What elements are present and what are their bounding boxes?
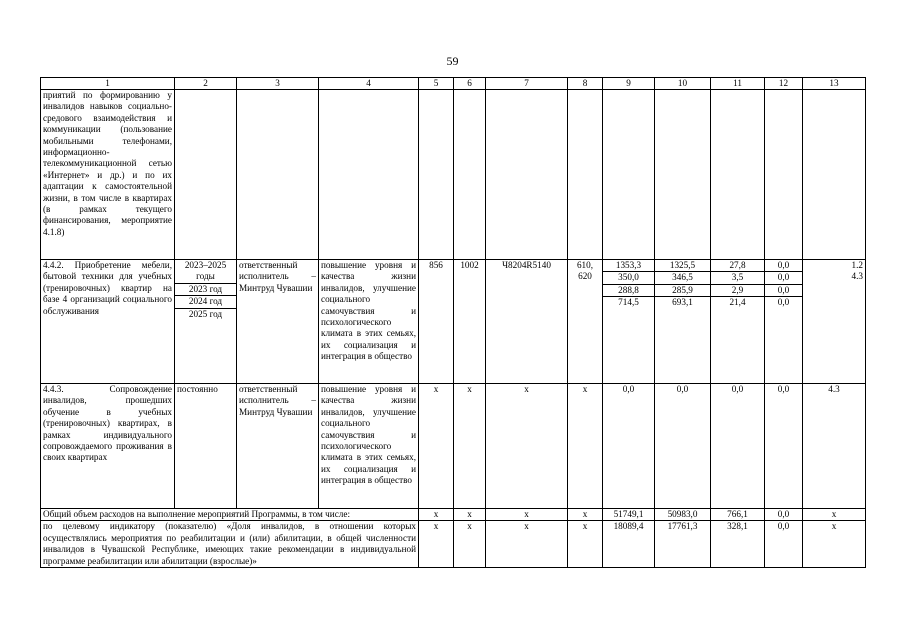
federal-amount-2025: 693,1 xyxy=(655,296,710,308)
total-amount-2025: 714,5 xyxy=(603,296,654,308)
regional-amount: 328,1 xyxy=(711,521,765,568)
period-2024: 2024 год xyxy=(175,295,236,307)
indicator-label: по целевому индикатору (показателю) «Доля инвалидов, в отношении которых осуществлялись мероприятия по реабилитации и (или) абилитации, в общей численности инвалидов в Чувашской Республике, имеющих такие рекомендации в индивидуальной программе реабилитации или абилитации (взрослые)» xyxy=(41,521,419,568)
table-row-4-4-3 xyxy=(41,384,866,509)
table-row-total xyxy=(41,509,866,521)
total-amount: 18089,4 xyxy=(603,521,655,568)
indicator-grbs: x xyxy=(419,521,454,568)
period-2023: 2023 год xyxy=(175,283,236,295)
header-col-7: 7 xyxy=(486,78,568,90)
other-amount-2025: 0,0 xyxy=(765,296,802,308)
federal-amount: 0,0 xyxy=(655,384,711,509)
indicator-ref: 4.3 xyxy=(803,384,866,509)
header-col-3: 3 xyxy=(237,78,319,90)
other-amount: 0,0 xyxy=(765,384,803,509)
indicator-section: x xyxy=(454,521,486,568)
other-amount: 0,0 xyxy=(765,509,803,521)
indicator-ref: x xyxy=(803,521,866,568)
header-col-10: 10 xyxy=(655,78,711,90)
indicator-ref-1: 1.2 xyxy=(851,260,863,270)
total-amount: 51749,1 xyxy=(603,509,655,521)
activity-name: 4.4.2. Приобретение мебели, бытовой техники для учебных (тренировочных) квартир на базе 4 организаций социального обслуживания xyxy=(41,260,175,384)
budget-code-grbs: x xyxy=(419,384,454,509)
expected-result: повышение уровня и качества жизни инвалидов, улучшение социального самочувствия и психологического климата в этих семьях, их социализация и интеграция в общество xyxy=(319,260,419,384)
header-col-6: 6 xyxy=(454,78,486,90)
header-col-2: 2 xyxy=(175,78,237,90)
budget-code-target: x xyxy=(486,384,568,509)
indicator-type: x xyxy=(568,521,603,568)
header-row xyxy=(41,78,866,90)
header-col-11: 11 xyxy=(711,78,765,90)
federal-amount: 17761,3 xyxy=(655,521,711,568)
other-amount: 0,0 xyxy=(765,521,803,568)
other-amount-2023: 0,0 xyxy=(765,271,802,283)
budget-code-section: x xyxy=(454,384,486,509)
header-col-9: 9 xyxy=(603,78,655,90)
regional-amount: 27,8 xyxy=(729,260,746,270)
total-label: Общий объем расходов на выполнение мероприятий Программы, в том числе: xyxy=(41,509,419,521)
budget-code-grbs: 856 xyxy=(419,260,454,384)
total-grbs: x xyxy=(419,509,454,521)
table-row-continuation xyxy=(41,90,866,260)
responsible-executor: ответственный исполнитель – Минтруд Чувашии xyxy=(237,260,319,384)
header-col-12: 12 xyxy=(765,78,803,90)
regional-amount-2025: 21,4 xyxy=(711,296,764,308)
regional-amount: 0,0 xyxy=(711,384,765,509)
program-activities-table xyxy=(40,77,866,568)
budget-code-section: 1002 xyxy=(454,260,486,384)
regional-amount-2024: 2,9 xyxy=(711,284,764,296)
responsible-executor: ответственный исполнитель – Минтруд Чувашии xyxy=(237,384,319,509)
budget-code-target: Ч8204R5140 xyxy=(486,260,568,384)
federal-amount: 1325,5 xyxy=(669,260,696,270)
activity-name: 4.4.3. Сопровождение инвалидов, прошедших обучение в учебных (тренировочных) квартирах, в рамках индивидуального сопровождаемого проживания в своих квартирах xyxy=(41,384,175,509)
other-amount: 0,0 xyxy=(777,260,790,270)
indicator-target: x xyxy=(486,521,568,568)
regional-amount-2023: 3,5 xyxy=(711,271,764,283)
expected-result: повышение уровня и качества жизни инвалидов, улучшение социального самочувствия и психологического климата в этих семьях, их социализация и интеграция в общество xyxy=(319,384,419,509)
header-col-4: 4 xyxy=(319,78,419,90)
period-2025: 2025 год xyxy=(175,308,236,320)
header-col-8: 8 xyxy=(568,78,603,90)
table-row-4-4-2 xyxy=(41,260,866,384)
other-amount-2024: 0,0 xyxy=(765,284,802,296)
header-col-1: 1 xyxy=(41,78,175,90)
period: постоянно xyxy=(175,384,237,509)
federal-amount: 50983,0 xyxy=(655,509,711,521)
indicator-ref-2: 4.3 xyxy=(851,271,863,282)
budget-code-type: x xyxy=(568,384,603,509)
federal-amount-2024: 285,9 xyxy=(655,284,710,296)
indicator-ref: x xyxy=(803,509,866,521)
period-list xyxy=(177,260,234,320)
total-amount: 1353,3 xyxy=(615,260,642,270)
activity-description: приятий по формированию у инвалидов навыков социально-средового взаимодействия и коммуникации (пользование мобильными телефонами, информационно-телекоммуникационной сетью «Интернет» и др.) и по их адаптации к самостоятельной жизни, в том числе в квартирах (в рамках текущего финансирования, мероприятие 4.1.8) xyxy=(41,90,175,260)
page-number: 59 xyxy=(446,54,459,68)
total-target: x xyxy=(486,509,568,521)
header-col-5: 5 xyxy=(419,78,454,90)
total-amount-2024: 288,8 xyxy=(603,284,654,296)
total-section: x xyxy=(454,509,486,521)
federal-amount-2023: 346,5 xyxy=(655,271,710,283)
total-amount-2023: 350,0 xyxy=(603,271,654,283)
header-col-13: 13 xyxy=(803,78,866,90)
total-amount: 0,0 xyxy=(603,384,655,509)
table-row-indicator xyxy=(41,521,866,568)
budget-code-type: 610, 620 xyxy=(568,260,603,384)
total-type: x xyxy=(568,509,603,521)
period-total: 2023–2025 годы xyxy=(184,260,227,282)
regional-amount: 766,1 xyxy=(711,509,765,521)
